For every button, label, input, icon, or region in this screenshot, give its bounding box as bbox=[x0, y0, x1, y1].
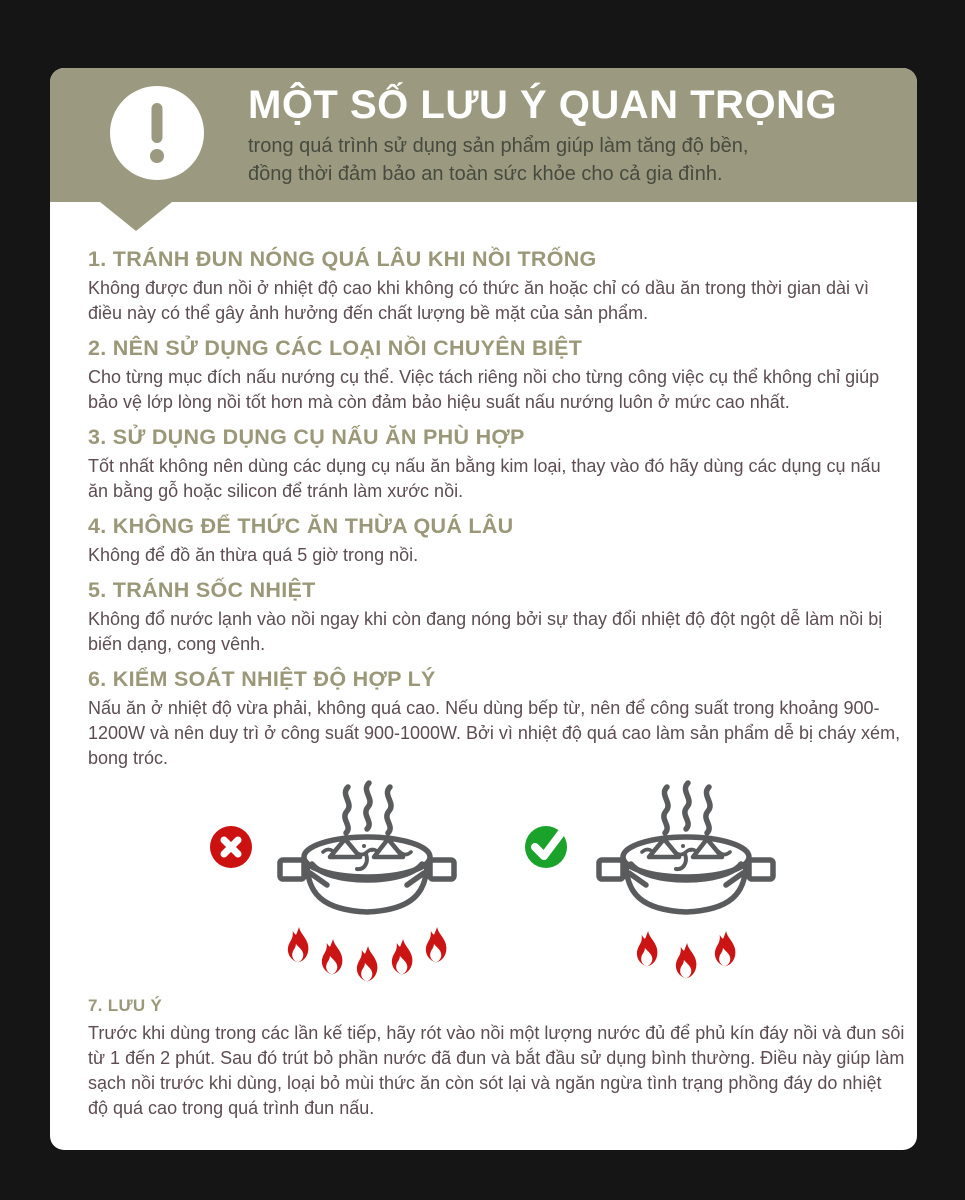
section-6-body: Nấu ăn ở nhiệt độ vừa phải, không quá cao. Nếu dùng bếp từ, nên để công suất trong khoảng 900-1200W và nên duy trì ở công suất 900-1000W. Bởi vì nhiệt độ quá cao làm sản phẩm dễ bị cháy xém, bong tróc. bbox=[88, 698, 901, 768]
section-3-body: Tốt nhất không nên dùng các dụng cụ nấu ăn bằng kim loại, thay vào đó hãy dùng các dụng cụ nấu ăn bằng gỗ hoặc silicon để tránh làm xước nồi. bbox=[88, 456, 881, 501]
section-1-body: Không được đun nồi ở nhiệt độ cao khi không có thức ăn hoặc chỉ có dầu ăn trong thời gian dài vì điều này có thể gây ảnh hưởng đến chất lượng bề mặt của sản phẩm. bbox=[88, 278, 870, 323]
wrong-usage-illustration bbox=[208, 780, 467, 985]
x-circle-icon bbox=[208, 824, 254, 870]
section-1 bbox=[88, 246, 905, 326]
section-5-body: Không đổ nước lạnh vào nồi ngay khi còn đang nóng bởi sự thay đổi nhiệt độ đột ngột dễ làm nồi bị biến dạng, cong vênh. bbox=[88, 609, 883, 654]
section-2-body: Cho từng mục đích nấu nướng cụ thể. Việc tách riêng nồi cho từng công việc cụ thể không chỉ giúp bảo vệ lớp lòng nồi tốt hơn mà còn đảm bảo hiệu suất nấu nướng luôn ở mức cao nhất. bbox=[88, 367, 880, 412]
section-7-heading: 7. LƯU Ý bbox=[88, 996, 163, 1015]
header-text-block bbox=[248, 83, 837, 188]
section-4 bbox=[88, 513, 905, 568]
check-circle-icon bbox=[523, 820, 573, 870]
header-subtitle-line1: trong quá trình sử dụng sản phẩm giúp làm tăng độ bền, bbox=[248, 134, 749, 157]
section-2-heading: 2. NÊN SỬ DỤNG CÁC LOẠI NỒI CHUYÊN BIỆT bbox=[88, 336, 583, 360]
section-5 bbox=[88, 577, 905, 657]
section-4-body: Không để đồ ăn thừa quá 5 giờ trong nồi. bbox=[88, 545, 419, 565]
section-3 bbox=[88, 424, 905, 504]
correct-usage-illustration bbox=[523, 780, 786, 985]
section-5-heading: 5. TRÁNH SỐC NHIỆT bbox=[88, 578, 316, 602]
section-6 bbox=[88, 666, 905, 771]
header-banner bbox=[50, 68, 917, 202]
section-7-body: Trước khi dùng trong các lần kế tiếp, hãy rót vào nồi một lượng nước đủ để phủ kín đáy nồi và đun sôi từ 1 đến 2 phút. Sau đó trút bỏ phần nước đã đun và bắt đầu sử dụng bình thường. Điều này giúp làm sạch nồi trước khi dùng, loại bỏ mùi thức ăn còn sót lại và ngăn ngừa tình trạng phồng đáy do nhiệt độ quá cao trong quá trình đun nấu. bbox=[88, 1023, 905, 1118]
header-subtitle bbox=[248, 132, 837, 188]
section-6-heading: 6. KIỂM SOÁT NHIỆT ĐỘ HỢP LÝ bbox=[88, 667, 436, 691]
content-area bbox=[50, 231, 917, 1121]
section-2 bbox=[88, 335, 905, 415]
section-4-heading: 4. KHÔNG ĐỂ THỨC ĂN THỪA QUÁ LÂU bbox=[88, 514, 514, 538]
info-card bbox=[50, 68, 917, 1150]
speech-bubble-pointer bbox=[100, 202, 172, 231]
section-3-heading: 3. SỬ DỤNG DỤNG CỤ NẤU ĂN PHÙ HỢP bbox=[88, 425, 525, 449]
header-subtitle-line2: đồng thời đảm bảo an toàn sức khỏe cho cả gia đình. bbox=[248, 162, 723, 185]
pot-illustration-row bbox=[88, 780, 905, 985]
pot-boiling-high-flame-icon bbox=[267, 780, 467, 985]
exclamation-icon bbox=[110, 86, 204, 185]
section-1-heading: 1. TRÁNH ĐUN NÓNG QUÁ LÂU KHI NỒI TRỐNG bbox=[88, 247, 597, 271]
section-7 bbox=[88, 995, 905, 1121]
page-title: MỘT SỐ LƯU Ý QUAN TRỌNG bbox=[248, 82, 838, 127]
pot-boiling-low-flame-icon bbox=[586, 780, 786, 985]
